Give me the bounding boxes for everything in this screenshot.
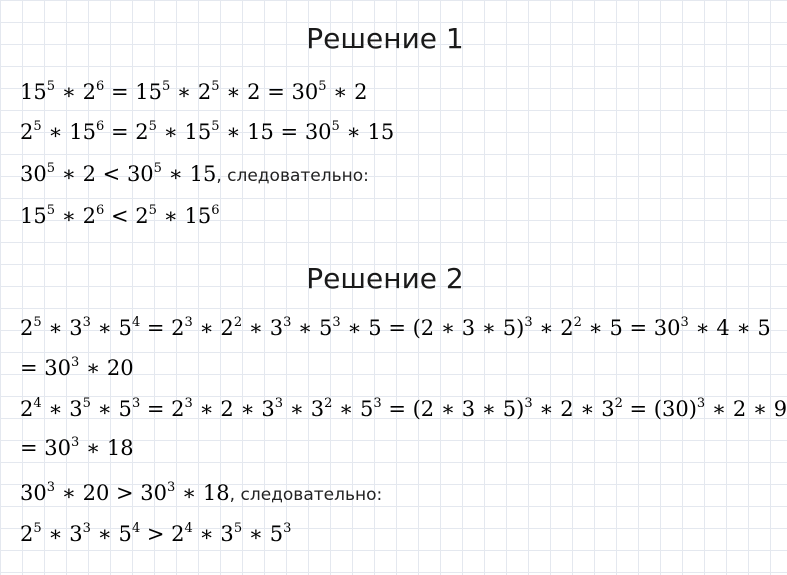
solution-2-line-5: [20, 481, 382, 505]
exponent: 5: [148, 203, 157, 218]
math-text: ∗ 3: [192, 522, 234, 546]
math-text: = (2 ∗ 3 ∗ 5): [381, 397, 525, 421]
math-text: ∗ 5 = 30: [581, 316, 681, 340]
math-text: = 2: [140, 397, 185, 421]
exponent: 3: [680, 315, 689, 330]
exponent: 3: [332, 315, 341, 330]
math-text: ∗ 5: [332, 397, 374, 421]
math-text: ∗ 3: [41, 316, 83, 340]
exponent: 3: [46, 480, 56, 495]
math-text: ∗ 5 = (2 ∗ 3 ∗ 5): [340, 316, 525, 340]
math-text: ∗ 18: [175, 481, 230, 505]
math-text: ∗ 2: [192, 316, 234, 340]
exponent: 5: [211, 119, 220, 134]
math-text: ∗ 4 ∗ 5: [688, 316, 771, 340]
math-text: ∗ 15 = 30: [219, 120, 332, 144]
math-text: ∗ 2 ∗ 3: [192, 397, 275, 421]
math-text: = 30: [20, 436, 71, 460]
exponent: 3: [82, 315, 91, 330]
math-text: ∗ 2: [326, 80, 368, 104]
solution-1-conclusion: [20, 204, 220, 228]
exponent: 3: [524, 315, 533, 330]
math-text: = 2: [140, 316, 185, 340]
exponent: 5: [46, 203, 56, 218]
math-text: ∗ 2 < 30: [55, 162, 154, 186]
solution-2-title: Решение 2: [306, 262, 464, 295]
exponent: 6: [211, 203, 220, 218]
exponent: 3: [71, 355, 80, 370]
solution-2-conclusion: [20, 522, 291, 546]
math-text: ∗ 2 ∗ 9: [705, 397, 787, 421]
exponent: 6: [96, 79, 105, 94]
exponent: 5: [33, 521, 42, 536]
exponent: 3: [131, 396, 141, 411]
math-text: ∗ 2 = 30: [219, 80, 319, 104]
exponent: 3: [283, 315, 292, 330]
exponent: 4: [33, 396, 42, 411]
math-text: < 2: [104, 204, 149, 228]
exponent: 5: [233, 521, 243, 536]
math-text: 2: [20, 316, 34, 340]
math-text: 2: [20, 522, 34, 546]
math-text: ∗ 15: [41, 120, 97, 144]
math-text: ∗ 15: [156, 120, 212, 144]
note-text: , следовательно:: [229, 485, 383, 505]
exponent: 5: [82, 396, 91, 411]
math-text: > 2: [140, 522, 185, 546]
math-text: ∗ 2 ∗ 3: [532, 397, 615, 421]
math-text: = 2: [104, 120, 149, 144]
exponent: 5: [211, 79, 220, 94]
exponent: 3: [167, 480, 176, 495]
exponent: 3: [524, 396, 533, 411]
exponent: 5: [46, 161, 56, 176]
math-text: ∗ 3: [41, 397, 83, 421]
solution-2-line-1: [20, 316, 771, 340]
math-text: ∗ 3: [283, 397, 325, 421]
math-text: ∗ 2: [55, 204, 97, 228]
exponent: 3: [184, 315, 193, 330]
exponent: 5: [161, 79, 171, 94]
exponent: 3: [82, 521, 91, 536]
math-text: = 30: [20, 356, 71, 380]
math-text: ∗ 5: [90, 397, 132, 421]
exponent: 6: [96, 119, 105, 134]
exponent: 5: [148, 119, 157, 134]
exponent: 5: [33, 119, 42, 134]
solution-1-line-3: [20, 162, 369, 186]
math-text: ∗ 5: [90, 316, 132, 340]
math-text: = (30): [622, 397, 697, 421]
exponent: 6: [96, 203, 105, 218]
exponent: 4: [131, 315, 141, 330]
math-text: ∗ 2: [532, 316, 574, 340]
exponent: 2: [573, 315, 582, 330]
exponent: 2: [614, 396, 623, 411]
math-text: 15: [20, 80, 47, 104]
exponent: 3: [274, 396, 284, 411]
math-text: ∗ 15: [161, 162, 217, 186]
solution-2-line-4: [20, 436, 134, 460]
math-text: ∗ 2: [170, 80, 212, 104]
math-text: ∗ 15: [339, 120, 395, 144]
math-text: ∗ 15: [156, 204, 212, 228]
solution-1-line-1: [20, 80, 367, 104]
exponent: 5: [46, 79, 56, 94]
exponent: 5: [318, 79, 327, 94]
math-text: ∗ 2: [55, 80, 97, 104]
math-text: 30: [20, 481, 47, 505]
solution-2-line-2: [20, 356, 134, 380]
math-text: ∗ 5: [291, 316, 333, 340]
solution-1-title: Решение 1: [306, 22, 464, 55]
math-text: ∗ 5: [242, 522, 284, 546]
math-text: 30: [20, 162, 47, 186]
math-text: ∗ 20: [79, 356, 134, 380]
exponent: 3: [283, 521, 292, 536]
note-text: , следовательно:: [216, 166, 369, 186]
math-text: = 15: [104, 80, 162, 104]
exponent: 3: [696, 396, 706, 411]
math-text: 2: [20, 120, 34, 144]
exponent: 2: [233, 315, 243, 330]
solution-1-line-2: [20, 120, 394, 144]
exponent: 5: [331, 119, 340, 134]
exponent: 5: [153, 161, 162, 176]
solution-2-line-3: [20, 397, 787, 421]
math-text: ∗ 18: [79, 436, 134, 460]
exponent: 3: [71, 435, 80, 450]
exponent: 4: [131, 521, 141, 536]
math-text: ∗ 5: [90, 522, 132, 546]
exponent: 4: [184, 521, 193, 536]
exponent: 2: [324, 396, 333, 411]
math-text: 2: [20, 397, 34, 421]
math-text: ∗ 3: [242, 316, 284, 340]
exponent: 3: [373, 396, 382, 411]
exponent: 5: [33, 315, 42, 330]
exponent: 3: [184, 396, 193, 411]
math-text: 15: [20, 204, 47, 228]
math-text: ∗ 20 > 30: [55, 481, 168, 505]
math-text: ∗ 3: [41, 522, 83, 546]
